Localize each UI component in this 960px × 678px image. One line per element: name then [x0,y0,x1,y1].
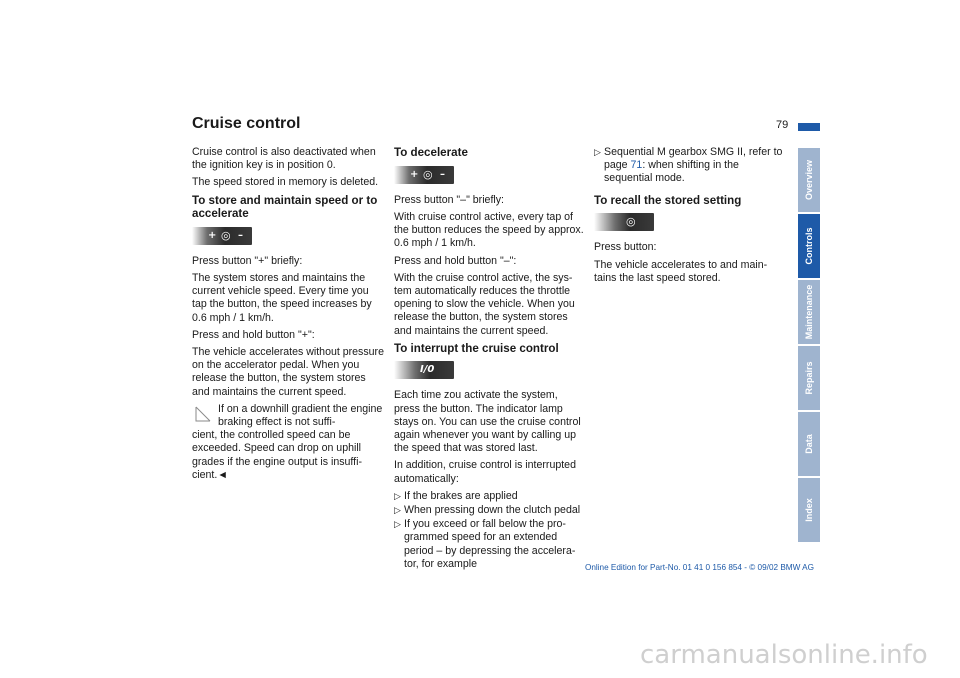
bullet-icon: ▷ [394,519,401,530]
speedometer-icon: ◎ [221,228,231,242]
tab-maintenance[interactable] [798,280,820,344]
paragraph: With the cruise control active, the sys-tem automatically reduces the throttle opening to slow the vehicle. When you release the button, the system stores and maintains the current speed. [394,271,575,337]
paragraph: The speed stored in memory is deleted. [192,176,379,189]
plus-icon: + [208,229,217,241]
bullet-icon: ▷ [394,490,401,501]
list-item-text-pre: Sequential M gearbox SMG II, refer to page [604,146,783,172]
footer-edition-note: Online Edition for Part-No. 01 41 0 156 854 - © 09/02 BMW AG [584,563,814,572]
tab-label: Index [804,498,814,522]
list-item-text: When pressing down the clutch pedal [404,504,581,517]
column-2 [394,146,586,572]
tab-overview[interactable] [798,148,820,212]
cruise-lever-plus-minus-image [394,166,454,184]
column-3 [594,146,786,289]
tab-label: Data [804,434,814,454]
cruise-on-off-button-image [394,361,454,379]
tab-data[interactable] [798,412,820,476]
list-item [594,146,786,186]
paragraph: Press button "–" briefly: [394,193,504,206]
note-text: If on a downhill gradient the engine braking effect is not suffi- [218,402,383,429]
paragraph: The vehicle accelerates without pressure on the accelerator pedal. When you release the button, the system stores and maintains the current speed. [192,346,384,398]
section-heading-store: To store and maintain speed or to accelerate [192,193,378,221]
list-item [394,490,586,503]
list-item-text-post: : when shifting in the sequential mode. [604,159,739,185]
paragraph: Press and hold button "–": [394,254,517,267]
speedometer-icon: ◎ [626,215,636,229]
paragraph: With cruise control active, every tap of the button reduces the speed by approx. 0.6 mph / 1 km/h. [394,210,584,250]
on-off-icon: I/0 [420,364,435,376]
page-reference-link[interactable]: 71 [630,159,643,172]
cruise-lever-plus-minus-image [192,227,252,245]
tab-label: Overview [804,159,814,201]
tab-repairs[interactable] [798,346,820,410]
tab-controls[interactable] [798,214,820,278]
paragraph: The system stores and maintains the current vehicle speed. Every time you tap the button, the speed increases by 0.6 mph / 1 km/h. [192,272,372,324]
tab-label: Maintenance [804,284,814,340]
caution-note [192,403,384,482]
bullet-icon: ▷ [394,505,401,516]
column-1 [192,146,384,482]
paragraph: Each time zou activate the system, press the button. The indicator lamp stays on. You can use the cruise control again whenever you want by calling up the speed that was stored last. [394,389,581,455]
caution-triangle-icon [194,406,212,422]
paragraph: Press button "+" briefly: [192,254,303,267]
paragraph: Cruise control is also deactivated when the ignition key is in position 0. [192,146,376,172]
plus-icon: + [410,168,419,180]
tab-label: Repairs [804,361,814,395]
page-number: 79 [776,119,789,131]
bullet-icon: ▷ [594,147,601,157]
list-item-text: If you exceed or fall below the pro-grammed speed for an extended period – by depressing the accelera-tor, for example [404,518,576,570]
speedometer-icon: ◎ [423,167,433,181]
note-text-continued: cient, the controlled speed can be exceeded. Speed can drop on uphill grades if the engine output is insuffi-cient.◄ [192,429,363,481]
minus-icon: – [440,168,445,180]
list-item [394,504,586,517]
paragraph: In addition, cruise control is interrupted automatically: [394,459,576,485]
page-number-bar [798,123,820,131]
tab-label: Controls [804,227,814,265]
tab-index[interactable] [798,478,820,542]
paragraph: The vehicle accelerates to and main-tains the last speed stored. [594,258,768,284]
section-tabs [798,148,820,544]
page-title: Cruise control [192,115,301,132]
section-heading-interrupt: To interrupt the cruise control [394,341,559,355]
list-item-text: If the brakes are applied [404,489,518,502]
paragraph: Press and hold button "+": [192,328,315,341]
paragraph: Press button: [594,241,657,254]
minus-icon: – [238,229,243,241]
watermark: carmanualsonline.info [640,640,928,670]
section-heading-decelerate: To decelerate [394,146,468,159]
cruise-resume-button-image [594,213,654,231]
section-heading-recall: To recall the stored setting [594,193,742,207]
